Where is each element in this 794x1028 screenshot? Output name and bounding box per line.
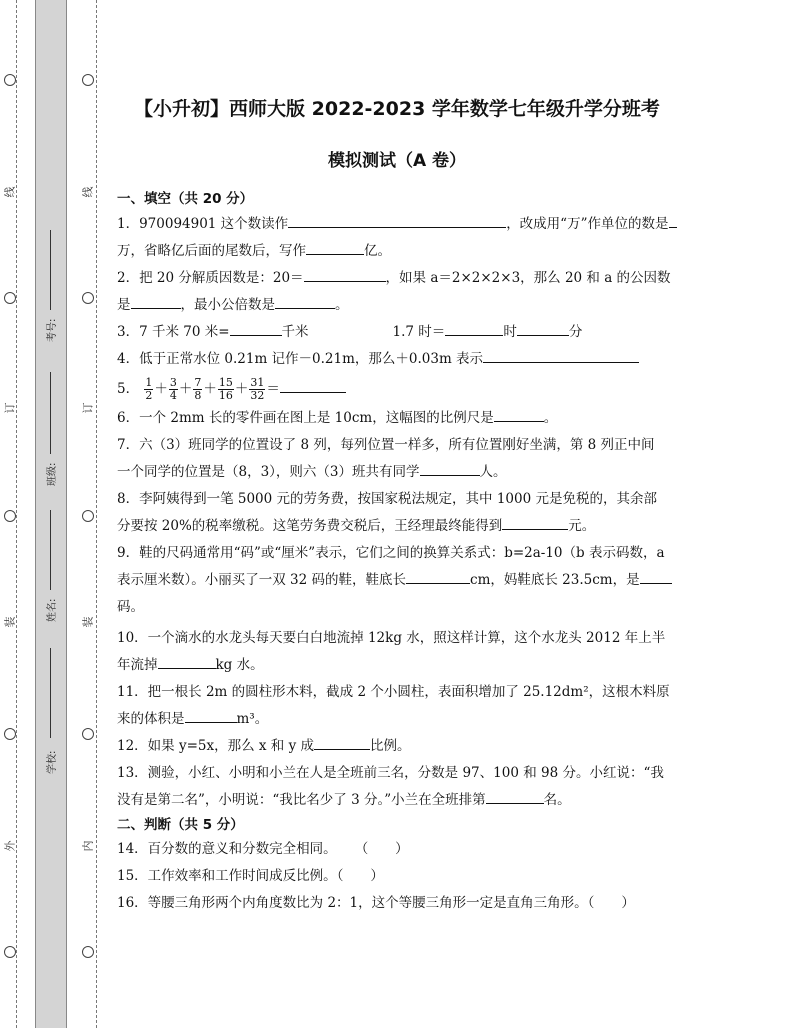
question-2: 2．把 20 分解质因数是：20＝ ，如果 a＝2×2×2×3，那么 20 和 a 的公因数 [117,265,682,292]
binding-hole [4,510,16,522]
question-1: 1．970094901 这个数读作 ，改成用“万”作单位的数是 [117,211,682,238]
binding-hole [82,728,94,740]
exam-number-label: 考号: [47,318,58,342]
exam-content [117,187,682,917]
question-7: 7．六（3）班同学的位置设了 8 列，每列位置一样多，所有位置刚好坐满，第 8 列正中间 [117,437,655,453]
question-4: 4．低于正常水位 0.21m 记作－0.21m，那么＋0.03m 表示 [117,346,682,373]
binding-hole [82,292,94,304]
question-12: 12．如果 y=5x，那么 x 和 y 成 比例。 [117,733,682,760]
answer-blank[interactable] [483,348,639,363]
answer-blank[interactable] [306,240,364,255]
fraction: $\frac{7}{8}$ [194,376,202,402]
binding-hole [4,292,16,304]
outer-mark-wai: 外 [3,840,17,852]
answer-blank[interactable] [131,294,181,309]
fraction: $\frac{31}{32}$ [250,376,265,402]
answer-blank[interactable] [445,321,503,336]
answer-blank[interactable] [185,708,237,723]
answer-blank[interactable] [640,569,672,584]
inner-mark-zhuang: 装 [81,616,95,628]
page-subtitle: 模拟测试（A 卷） [327,151,467,171]
section-heading: 一、填空（共 20 分） [117,191,254,207]
outer-mark-ding: 订 [3,402,17,414]
binding-hole [82,74,94,86]
question-9-cont: 表示厘米数）。小丽买了一双 32 码的鞋，鞋底长 cm，妈鞋底长 23.5cm，是 [117,567,682,594]
exam-number-line [50,230,51,310]
answer-blank[interactable] [420,461,480,476]
answer-blank[interactable] [486,789,544,804]
question-14: 14．百分数的意义和分数完全相同。 （ ） [117,841,409,857]
answer-blank[interactable] [275,294,335,309]
question-13-cont: 没有是第二名”，小明说：“我比名少了 3 分。”小兰在全班排第 名。 [117,787,682,814]
class-label: 班级: [47,462,58,486]
name-label: 姓名: [47,598,58,622]
binding-hole [4,946,16,958]
fraction: $\frac{3}{4}$ [169,376,177,402]
question-11-cont: 来的体积是 m³。 [117,706,682,733]
answer-paren[interactable]: （ ） [354,841,409,857]
answer-blank[interactable] [517,321,569,336]
binding-hole [82,946,94,958]
answer-blank[interactable] [314,735,370,750]
question-10-cont: 年流掉 kg 水。 [117,652,682,679]
name-line [50,510,51,590]
answer-paren[interactable]: （ ） [587,895,635,911]
answer-blank[interactable] [494,407,544,422]
outer-mark-xian: 线 [3,186,17,198]
question-6: 6．一个 2mm 长的零件画在图上是 10cm，这幅图的比例尺是 。 [117,405,682,432]
question-11: 11．把一根长 2m 的圆柱形木料，截成 2 个小圆柱，表面积增加了 25.12dm²，这根木料原 [117,684,670,700]
binding-hole [4,728,16,740]
school-line [50,648,51,738]
section-heading: 二、判断（共 5 分） [117,817,244,833]
question-8-cont: 分要按 20%的税率缴税。这笔劳务费交税后，王经理最终能得到 元。 [117,513,682,540]
question-1-cont: 万，省略亿后面的尾数后，写作 亿。 [117,238,682,265]
answer-blank[interactable] [406,569,470,584]
answer-blank[interactable] [158,654,216,669]
page-title: 【小升初】西师大版 2022-2023 学年数学七年级升学分班考 [134,98,660,120]
class-line [50,372,51,454]
question-5: 5． $\frac{1}{2}$ ＋ $\frac{3}{4}$ ＋ $\frac{7}{8}$ ＋ $\frac{15}{16}$ ＋ $\frac{31}{32}$ ＝ [117,373,682,405]
question-13: 13．测验，小红、小明和小兰在人是全班前三名，分数是 97、100 和 98 分。小红说：“我 [117,765,664,781]
question-7-cont: 一个同学的位置是（8，3），则六（3）班共有同学 人。 [117,459,682,486]
question-10: 10．一个滴水的水龙头每天要白白地流掉 12kg 水，照这样计算，这个水龙头 2012 年上半 [117,630,666,646]
fraction: $\frac{1}{2}$ [145,376,153,402]
inner-mark-xian: 线 [81,186,95,198]
answer-paren[interactable]: （ ） [336,868,384,884]
answer-blank[interactable] [669,213,677,228]
fraction: $\frac{15}{16}$ [218,376,233,402]
question-9-end: 码。 [117,599,144,615]
inner-mark-ding: 订 [81,402,95,414]
school-label: 学校: [47,750,58,774]
binding-hole [4,74,16,86]
inner-mark-nei: 内 [81,840,95,852]
question-2-cont: 是 ，最小公倍数是 。 [117,292,682,319]
outer-mark-zhuang: 装 [3,616,17,628]
binding-hole [82,510,94,522]
answer-blank[interactable] [288,213,506,228]
answer-blank[interactable] [280,378,346,393]
answer-blank[interactable] [230,321,282,336]
answer-blank[interactable] [304,267,386,282]
question-8: 8．李阿姨得到一笔 5000 元的劳务费，按国家税法规定，其中 1000 元是免税的，其余部 [117,491,657,507]
question-15: 15．工作效率和工作时间成反比例。（ ） [117,868,384,884]
answer-blank[interactable] [502,515,568,530]
question-16: 16．等腰三角形两个内角度数比为 2：1，这个等腰三角形一定是直角三角形。（ ） [117,895,635,911]
question-3: 3．7 千米 70 米= 千米 1.7 时＝ 时 分 [117,319,682,346]
question-9: 9．鞋的尺码通常用“码”或“厘米”表示，它们之间的换算关系式：b=2a-10（b 表示码数，a [117,545,665,561]
